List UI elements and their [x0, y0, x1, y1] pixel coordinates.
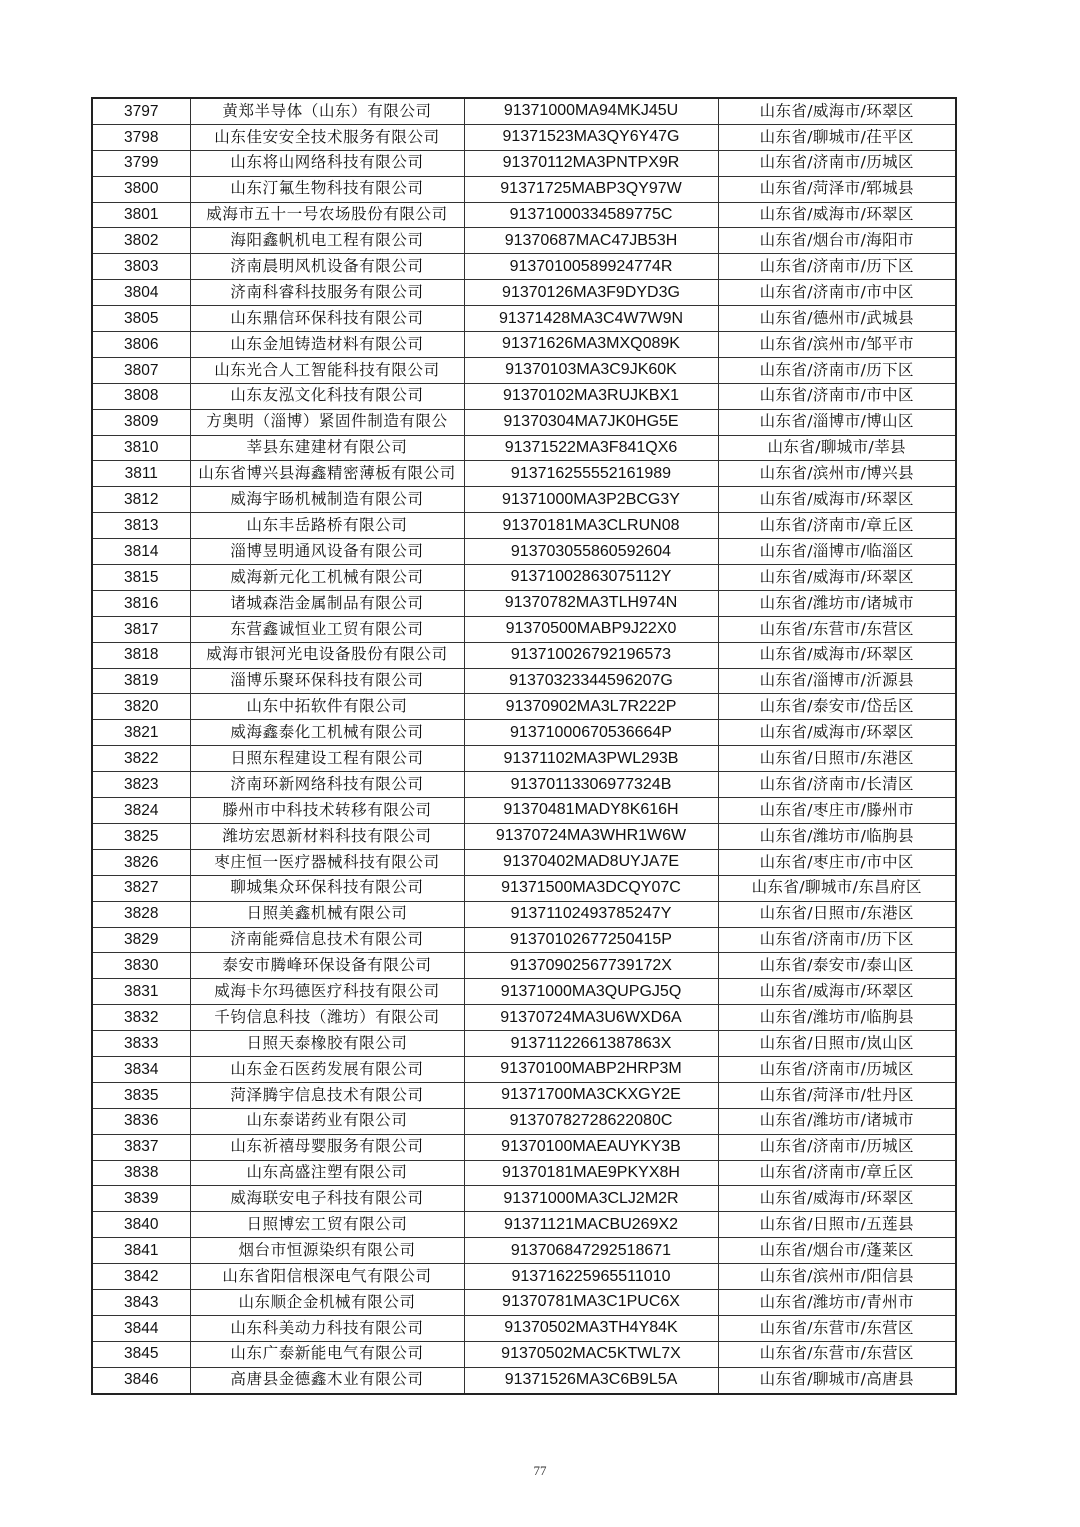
region-cell: 山东省/济南市/历城区	[718, 150, 956, 176]
row-number-cell: 3826	[92, 849, 190, 875]
credit-code-cell: 91371500MA3DCQY07C	[464, 875, 718, 901]
credit-code-cell: 91370500MABP9J22X0	[464, 616, 718, 642]
table-row	[92, 1238, 956, 1264]
row-number-cell: 3820	[92, 694, 190, 720]
table-row	[92, 1315, 956, 1341]
company-name-cell: 山东省阳信根深电气有限公司	[190, 1264, 464, 1290]
company-name-cell: 诸城森浩金属制品有限公司	[190, 590, 464, 616]
credit-code-cell: 91370100589924774R	[464, 254, 718, 280]
table-row	[92, 254, 956, 280]
table-row	[92, 849, 956, 875]
row-number-cell: 3830	[92, 953, 190, 979]
table-row	[92, 383, 956, 409]
region-cell: 山东省/威海市/环翠区	[718, 642, 956, 668]
region-cell: 山东省/威海市/环翠区	[718, 98, 956, 124]
region-cell: 山东省/潍坊市/青州市	[718, 1289, 956, 1315]
company-name-cell: 威海新元化工机械有限公司	[190, 565, 464, 591]
row-number-cell: 3831	[92, 979, 190, 1005]
table-row	[92, 228, 956, 254]
table-row	[92, 1134, 956, 1160]
row-number-cell: 3829	[92, 927, 190, 953]
enterprise-table	[91, 97, 957, 1395]
row-number-cell: 3845	[92, 1341, 190, 1367]
credit-code-cell: 91370502MA3TH4Y84K	[464, 1315, 718, 1341]
credit-code-cell: 91371626MA3MXQ089K	[464, 332, 718, 358]
company-name-cell: 威海市五十一号农场股份有限公司	[190, 202, 464, 228]
row-number-cell: 3846	[92, 1367, 190, 1393]
credit-code-cell: 91370502MAC5KTWL7X	[464, 1341, 718, 1367]
row-number-cell: 3833	[92, 1031, 190, 1057]
credit-code-cell: 91371102493785247Y	[464, 901, 718, 927]
credit-code-cell: 913710026792196573	[464, 642, 718, 668]
row-number-cell: 3843	[92, 1289, 190, 1315]
company-name-cell: 淄博乐聚环保科技有限公司	[190, 668, 464, 694]
credit-code-cell: 91370402MAD8UYJA7E	[464, 849, 718, 875]
table-row	[92, 1056, 956, 1082]
company-name-cell: 聊城集众环保科技有限公司	[190, 875, 464, 901]
region-cell: 山东省/菏泽市/牡丹区	[718, 1082, 956, 1108]
row-number-cell: 3828	[92, 901, 190, 927]
table-row	[92, 357, 956, 383]
credit-code-cell: 91371121MACBU269X2	[464, 1212, 718, 1238]
company-name-cell: 山东祈禧母婴服务有限公司	[190, 1134, 464, 1160]
table-row	[92, 1186, 956, 1212]
row-number-cell: 3802	[92, 228, 190, 254]
table-row	[92, 461, 956, 487]
region-cell: 山东省/济南市/章丘区	[718, 513, 956, 539]
company-name-cell: 日照东程建设工程有限公司	[190, 746, 464, 772]
credit-code-cell: 91370687MAC47JB53H	[464, 228, 718, 254]
company-name-cell: 山东汀氟生物科技有限公司	[190, 176, 464, 202]
company-name-cell: 日照美鑫机械有限公司	[190, 901, 464, 927]
table-row	[92, 823, 956, 849]
table-row	[92, 409, 956, 435]
region-cell: 山东省/日照市/东港区	[718, 901, 956, 927]
credit-code-cell: 91371522MA3F841QX6	[464, 435, 718, 461]
region-cell: 山东省/德州市/武城县	[718, 306, 956, 332]
region-cell: 山东省/潍坊市/诸城市	[718, 590, 956, 616]
row-number-cell: 3803	[92, 254, 190, 280]
region-cell: 山东省/枣庄市/滕州市	[718, 798, 956, 824]
table-row	[92, 1212, 956, 1238]
company-name-cell: 潍坊宏恩新材料科技有限公司	[190, 823, 464, 849]
region-cell: 山东省/济南市/章丘区	[718, 1160, 956, 1186]
region-cell: 山东省/威海市/环翠区	[718, 979, 956, 1005]
row-number-cell: 3806	[92, 332, 190, 358]
credit-code-cell: 91370323344596207G	[464, 668, 718, 694]
table-row	[92, 1031, 956, 1057]
company-name-cell: 高唐县金德鑫木业有限公司	[190, 1367, 464, 1393]
table-row	[92, 332, 956, 358]
row-number-cell: 3799	[92, 150, 190, 176]
region-cell: 山东省/潍坊市/临朐县	[718, 823, 956, 849]
credit-code-cell: 91370781MA3C1PUC6X	[464, 1289, 718, 1315]
company-name-cell: 方奥明（淄博）紧固件制造有限公	[190, 409, 464, 435]
row-number-cell: 3832	[92, 1005, 190, 1031]
region-cell: 山东省/威海市/环翠区	[718, 487, 956, 513]
region-cell: 山东省/烟台市/海阳市	[718, 228, 956, 254]
table-row	[92, 746, 956, 772]
region-cell: 山东省/潍坊市/诸城市	[718, 1108, 956, 1134]
row-number-cell: 3827	[92, 875, 190, 901]
credit-code-cell: 91370100MABP2HRP3M	[464, 1056, 718, 1082]
table-row	[92, 953, 956, 979]
region-cell: 山东省/聊城市/莘县	[718, 435, 956, 461]
credit-code-cell: 91370902MA3L7R222P	[464, 694, 718, 720]
company-name-cell: 日照博宏工贸有限公司	[190, 1212, 464, 1238]
region-cell: 山东省/聊城市/东昌府区	[718, 875, 956, 901]
row-number-cell: 3824	[92, 798, 190, 824]
company-name-cell: 济南能舜信息技术有限公司	[190, 927, 464, 953]
region-cell: 山东省/威海市/环翠区	[718, 202, 956, 228]
company-name-cell: 山东高盛注塑有限公司	[190, 1160, 464, 1186]
region-cell: 山东省/泰安市/泰山区	[718, 953, 956, 979]
table-row	[92, 435, 956, 461]
region-cell: 山东省/聊城市/茌平区	[718, 124, 956, 150]
company-name-cell: 滕州市中科技术转移有限公司	[190, 798, 464, 824]
row-number-cell: 3811	[92, 461, 190, 487]
row-number-cell: 3813	[92, 513, 190, 539]
company-name-cell: 东营鑫诚恒业工贸有限公司	[190, 616, 464, 642]
region-cell: 山东省/威海市/环翠区	[718, 565, 956, 591]
credit-code-cell: 91370782MA3TLH974N	[464, 590, 718, 616]
table-row	[92, 720, 956, 746]
row-number-cell: 3837	[92, 1134, 190, 1160]
row-number-cell: 3818	[92, 642, 190, 668]
credit-code-cell: 913716225965511010	[464, 1264, 718, 1290]
credit-code-cell: 91370304MA7JK0HG5E	[464, 409, 718, 435]
company-name-cell: 威海卡尔玛德医疗科技有限公司	[190, 979, 464, 1005]
row-number-cell: 3808	[92, 383, 190, 409]
company-name-cell: 泰安市腾峰环保设备有限公司	[190, 953, 464, 979]
row-number-cell: 3825	[92, 823, 190, 849]
table-row	[92, 1367, 956, 1393]
credit-code-cell: 913716255552161989	[464, 461, 718, 487]
region-cell: 山东省/滨州市/邹平市	[718, 332, 956, 358]
region-cell: 山东省/泰安市/岱岳区	[718, 694, 956, 720]
company-name-cell: 山东顺企金机械有限公司	[190, 1289, 464, 1315]
row-number-cell: 3798	[92, 124, 190, 150]
credit-code-cell: 91371102MA3PWL293B	[464, 746, 718, 772]
table-row	[92, 1264, 956, 1290]
region-cell: 山东省/日照市/东港区	[718, 746, 956, 772]
credit-code-cell: 91371000MA94MKJ45U	[464, 98, 718, 124]
table-row	[92, 565, 956, 591]
company-name-cell: 山东友泓文化科技有限公司	[190, 383, 464, 409]
row-number-cell: 3844	[92, 1315, 190, 1341]
credit-code-cell: 91371523MA3QY6Y47G	[464, 124, 718, 150]
credit-code-cell: 91370102MA3RUJKBX1	[464, 383, 718, 409]
company-name-cell: 菏泽腾宇信息技术有限公司	[190, 1082, 464, 1108]
region-cell: 山东省/菏泽市/郓城县	[718, 176, 956, 202]
row-number-cell: 3823	[92, 772, 190, 798]
table-row	[92, 150, 956, 176]
region-cell: 山东省/东营市/东营区	[718, 1315, 956, 1341]
region-cell: 山东省/东营市/东营区	[718, 1341, 956, 1367]
credit-code-cell: 91371000MA3P2BCG3Y	[464, 487, 718, 513]
company-name-cell: 济南科睿科技服务有限公司	[190, 280, 464, 306]
region-cell: 山东省/日照市/五莲县	[718, 1212, 956, 1238]
credit-code-cell: 91371000334589775C	[464, 202, 718, 228]
row-number-cell: 3800	[92, 176, 190, 202]
table-row	[92, 979, 956, 1005]
row-number-cell: 3840	[92, 1212, 190, 1238]
credit-code-cell: 91371000670536664P	[464, 720, 718, 746]
table-row	[92, 616, 956, 642]
table-row	[92, 487, 956, 513]
region-cell: 山东省/淄博市/沂源县	[718, 668, 956, 694]
row-number-cell: 3822	[92, 746, 190, 772]
company-name-cell: 山东金石医药发展有限公司	[190, 1056, 464, 1082]
region-cell: 山东省/淄博市/临淄区	[718, 539, 956, 565]
credit-code-cell: 91370112MA3PNTPX9R	[464, 150, 718, 176]
company-name-cell: 海阳鑫帆机电工程有限公司	[190, 228, 464, 254]
row-number-cell: 3821	[92, 720, 190, 746]
region-cell: 山东省/枣庄市/市中区	[718, 849, 956, 875]
row-number-cell: 3810	[92, 435, 190, 461]
table-row	[92, 202, 956, 228]
credit-code-cell: 91370103MA3C9JK60K	[464, 357, 718, 383]
row-number-cell: 3801	[92, 202, 190, 228]
credit-code-cell: 91371122661387863X	[464, 1031, 718, 1057]
table-row	[92, 668, 956, 694]
company-name-cell: 山东省博兴县海鑫精密薄板有限公司	[190, 461, 464, 487]
credit-code-cell: 91371000MA3QUPGJ5Q	[464, 979, 718, 1005]
company-name-cell: 威海联安电子科技有限公司	[190, 1186, 464, 1212]
table-row	[92, 1005, 956, 1031]
credit-code-cell: 91370481MADY8K616H	[464, 798, 718, 824]
company-name-cell: 山东丰岳路桥有限公司	[190, 513, 464, 539]
company-name-cell: 山东科美动力科技有限公司	[190, 1315, 464, 1341]
region-cell: 山东省/潍坊市/临朐县	[718, 1005, 956, 1031]
credit-code-cell: 91371002863075112Y	[464, 565, 718, 591]
company-name-cell: 威海鑫泰化工机械有限公司	[190, 720, 464, 746]
region-cell: 山东省/烟台市/蓬莱区	[718, 1238, 956, 1264]
company-name-cell: 山东广泰新能电气有限公司	[190, 1341, 464, 1367]
enterprise-table-body	[92, 98, 956, 1394]
credit-code-cell: 91371700MA3CKXGY2E	[464, 1082, 718, 1108]
credit-code-cell: 91370181MAE9PKYX8H	[464, 1160, 718, 1186]
row-number-cell: 3817	[92, 616, 190, 642]
table-row	[92, 1160, 956, 1186]
row-number-cell: 3834	[92, 1056, 190, 1082]
company-name-cell: 山东光合人工智能科技有限公司	[190, 357, 464, 383]
region-cell: 山东省/济南市/历下区	[718, 357, 956, 383]
credit-code-cell: 913706847292518671	[464, 1238, 718, 1264]
company-name-cell: 莘县东建建材有限公司	[190, 435, 464, 461]
row-number-cell: 3842	[92, 1264, 190, 1290]
table-row	[92, 513, 956, 539]
credit-code-cell: 91370100MAEAUYKY3B	[464, 1134, 718, 1160]
row-number-cell: 3841	[92, 1238, 190, 1264]
row-number-cell: 3814	[92, 539, 190, 565]
company-name-cell: 济南晨明风机设备有限公司	[190, 254, 464, 280]
row-number-cell: 3836	[92, 1108, 190, 1134]
region-cell: 山东省/日照市/岚山区	[718, 1031, 956, 1057]
row-number-cell: 3815	[92, 565, 190, 591]
company-name-cell: 山东中拓软件有限公司	[190, 694, 464, 720]
table-row	[92, 875, 956, 901]
table-row	[92, 694, 956, 720]
company-name-cell: 山东鼎信环保科技有限公司	[190, 306, 464, 332]
company-name-cell: 威海宇旸机械制造有限公司	[190, 487, 464, 513]
table-row	[92, 1341, 956, 1367]
company-name-cell: 威海市银河光电设备股份有限公司	[190, 642, 464, 668]
credit-code-cell: 91371428MA3C4W7W9N	[464, 306, 718, 332]
row-number-cell: 3804	[92, 280, 190, 306]
credit-code-cell: 91371526MA3C6B9L5A	[464, 1367, 718, 1393]
region-cell: 山东省/淄博市/博山区	[718, 409, 956, 435]
table-row	[92, 280, 956, 306]
credit-code-cell: 91370782728622080C	[464, 1108, 718, 1134]
company-name-cell: 山东佳安安全技术服务有限公司	[190, 124, 464, 150]
table-row	[92, 98, 956, 124]
region-cell: 山东省/济南市/市中区	[718, 280, 956, 306]
region-cell: 山东省/聊城市/高唐县	[718, 1367, 956, 1393]
row-number-cell: 3807	[92, 357, 190, 383]
company-name-cell: 烟台市恒源染织有限公司	[190, 1238, 464, 1264]
row-number-cell: 3812	[92, 487, 190, 513]
credit-code-cell: 91370724MA3WHR1W6W	[464, 823, 718, 849]
credit-code-cell: 91370113306977324B	[464, 772, 718, 798]
table-row	[92, 590, 956, 616]
table-row	[92, 176, 956, 202]
region-cell: 山东省/威海市/环翠区	[718, 1186, 956, 1212]
company-name-cell: 济南环新网络科技有限公司	[190, 772, 464, 798]
table-row	[92, 1082, 956, 1108]
region-cell: 山东省/滨州市/博兴县	[718, 461, 956, 487]
table-row	[92, 798, 956, 824]
credit-code-cell: 91370126MA3F9DYD3G	[464, 280, 718, 306]
row-number-cell: 3835	[92, 1082, 190, 1108]
page-number: 77	[533, 1463, 547, 1478]
company-name-cell: 山东泰诺药业有限公司	[190, 1108, 464, 1134]
table-row	[92, 901, 956, 927]
company-name-cell: 日照天泰橡胶有限公司	[190, 1031, 464, 1057]
table-row	[92, 642, 956, 668]
table-row	[92, 1108, 956, 1134]
company-name-cell: 山东金旭铸造材料有限公司	[190, 332, 464, 358]
region-cell: 山东省/济南市/历下区	[718, 254, 956, 280]
region-cell: 山东省/济南市/长清区	[718, 772, 956, 798]
region-cell: 山东省/济南市/市中区	[718, 383, 956, 409]
company-name-cell: 千钧信息科技（潍坊）有限公司	[190, 1005, 464, 1031]
credit-code-cell: 91371000MA3CLJ2M2R	[464, 1186, 718, 1212]
region-cell: 山东省/济南市/历城区	[718, 1134, 956, 1160]
row-number-cell: 3819	[92, 668, 190, 694]
region-cell: 山东省/威海市/环翠区	[718, 720, 956, 746]
credit-code-cell: 91370724MA3U6WXD6A	[464, 1005, 718, 1031]
credit-code-cell: 91370102677250415P	[464, 927, 718, 953]
credit-code-cell: 91370902567739172X	[464, 953, 718, 979]
region-cell: 山东省/东营市/东营区	[718, 616, 956, 642]
row-number-cell: 3809	[92, 409, 190, 435]
credit-code-cell: 91370181MA3CLRUN08	[464, 513, 718, 539]
row-number-cell: 3839	[92, 1186, 190, 1212]
company-name-cell: 淄博昱明通风设备有限公司	[190, 539, 464, 565]
credit-code-cell: 91371725MABP3QY97W	[464, 176, 718, 202]
region-cell: 山东省/滨州市/阳信县	[718, 1264, 956, 1290]
region-cell: 山东省/济南市/历城区	[718, 1056, 956, 1082]
region-cell: 山东省/济南市/历下区	[718, 927, 956, 953]
row-number-cell: 3797	[92, 98, 190, 124]
row-number-cell: 3838	[92, 1160, 190, 1186]
credit-code-cell: 913703055860592604	[464, 539, 718, 565]
company-name-cell: 山东将山网络科技有限公司	[190, 150, 464, 176]
table-row	[92, 306, 956, 332]
table-row	[92, 772, 956, 798]
table-row	[92, 1289, 956, 1315]
company-name-cell: 黄郑半导体（山东）有限公司	[190, 98, 464, 124]
row-number-cell: 3816	[92, 590, 190, 616]
table-row	[92, 124, 956, 150]
table-row	[92, 539, 956, 565]
company-name-cell: 枣庄恒一医疗器械科技有限公司	[190, 849, 464, 875]
row-number-cell: 3805	[92, 306, 190, 332]
table-row	[92, 927, 956, 953]
